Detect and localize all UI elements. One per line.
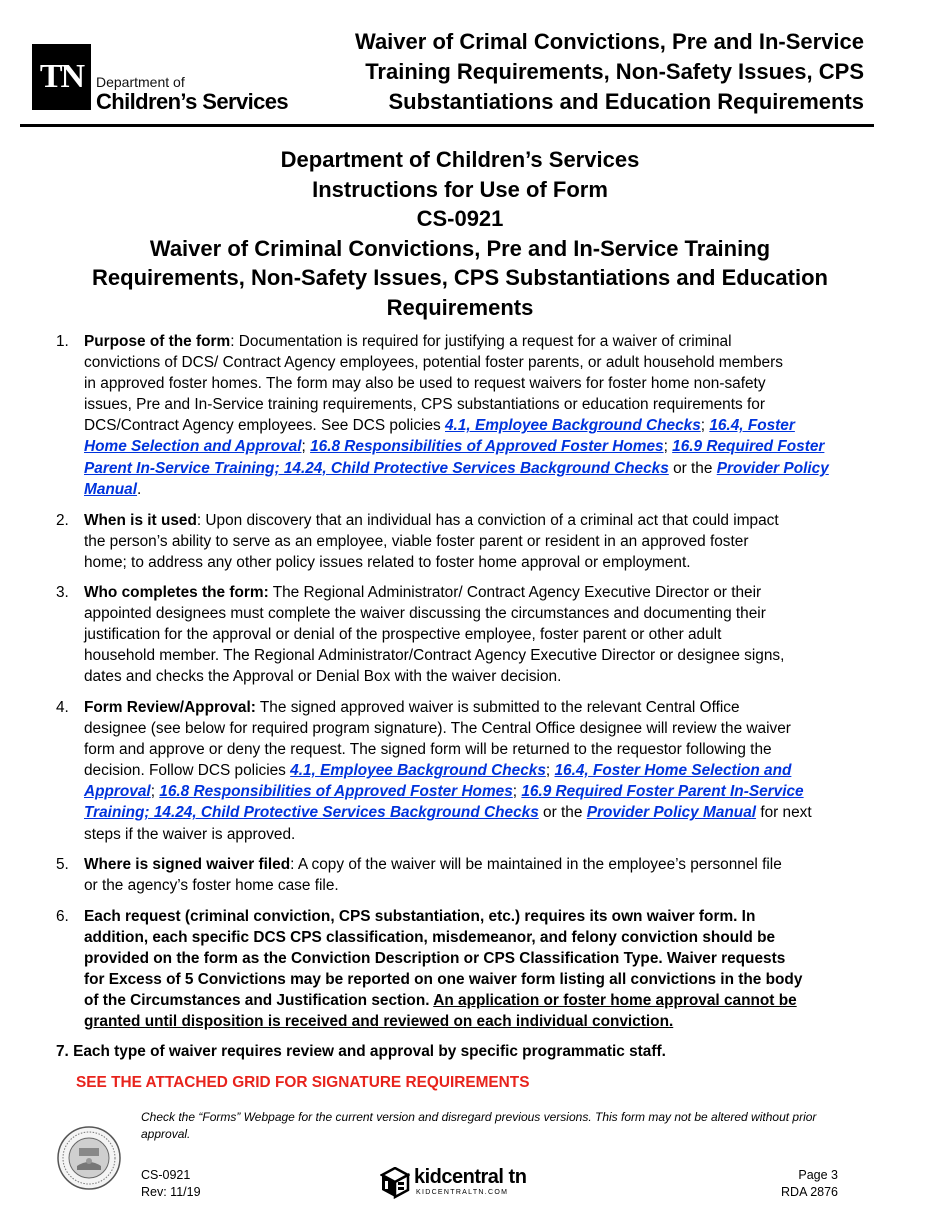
title-instructions: Instructions for Use of Form: [312, 176, 608, 202]
item-text: appointed designees must complete the waiver discussing the circumstances and documenting their: [84, 605, 766, 623]
item-text: household member. The Regional Administrator/Contract Agency Executive Director or designee signs,: [84, 647, 785, 665]
item-text: provided on the form as the Conviction Description or CPS Classification Type. Waiver requests: [84, 950, 786, 968]
header-title-line: Waiver of Crimal Convictions, Pre and In-Service: [355, 29, 864, 54]
policy-link-16-9-14-24[interactable]: Training; 14.24, Child Protective Services Background Checks: [84, 804, 539, 822]
item-text: of the Circumstances and Justification section.: [84, 992, 434, 1010]
item-text: Each request (criminal conviction, CPS substantiation, etc.) requires its own waiver form. In: [84, 908, 756, 925]
logo-department-of: Department of: [96, 74, 185, 90]
kidcentral-wordmark: kidcentral tn: [414, 1166, 527, 1188]
instruction-item-purpose: 1. Purpose of the form: Documentation is required for justifying a request for a waiver of criminal convictions of DCS/ Contract Agency employees, potential foster parents, or adult household members in approved foster homes. The form may also be used to request waivers for foster home non-safety issues, Pre and In-Service training requirements, CPS substantiations or education requirements for DCS/Contract Agency employees. See DCS policies 4.1, Employee Background Checks; 16.4, Foster Home Selection and Approval; 16.8 Responsibilities of Approved Foster Homes; 16.9 Required Foster Parent In-Service Training; 14.24, Child Protective Services Background Checks or the Provider Policy Manual.: [56, 331, 846, 500]
title-waiver-line: Waiver of Criminal Convictions, Pre and In-Service Training: [149, 235, 771, 261]
item-text: designee (see below for required program signature). The Central Office designee will review the waiver: [84, 720, 791, 738]
item-text: : A copy of the waiver will be maintained in the employee’s personnel file: [290, 856, 782, 873]
item-text: or the: [538, 804, 587, 822]
tennessee-state-seal: [57, 1126, 121, 1190]
title-form-number: CS-0921: [416, 206, 504, 232]
provider-policy-manual-link[interactable]: Provider Policy Manual: [586, 804, 757, 822]
form-code-block: [141, 1167, 201, 1201]
footer-notice: Check the “Forms” Webpage for the current version and disregard previous versions. This form may not be altered without prior approval.: [141, 1110, 817, 1141]
policy-link-16-9[interactable]: 16.9 Required Foster Parent In-Service: [521, 783, 804, 801]
item-number: 1.: [56, 333, 69, 350]
instruction-item-who-completes: [56, 582, 846, 687]
signature-grid-note: SEE THE ATTACHED GRID FOR SIGNATURE REQUIREMENTS: [76, 1074, 530, 1091]
provider-policy-manual-link[interactable]: Provider Policy: [716, 459, 829, 477]
page-number: Page 3: [798, 1168, 838, 1182]
item-number: 4.: [56, 699, 69, 716]
item-label: Form Review/Approval:: [84, 699, 256, 716]
policy-link-16-4[interactable]: 16.4, Foster Home Selection and: [554, 762, 792, 780]
item-label: When is it used: [84, 512, 197, 529]
logo-childrens-services: Children’s Services: [96, 89, 288, 114]
item-text: home; to address any other policy issues related to foster home approval or employment.: [84, 554, 691, 572]
instruction-item-review-approval: 7. Each type of waiver requires review and approval by specific programmatic staff.: [56, 1043, 666, 1060]
item-text: dates and checks the Approval or Denial Box with the waiver decision.: [84, 668, 562, 686]
item-text: issues, Pre and In-Service training requirements, CPS substantiations or education requirements for: [84, 396, 765, 414]
item-text-underlined: An application or foster home approval cannot be: [433, 992, 797, 1010]
policy-link-16-4[interactable]: Home Selection and Approval: [84, 438, 302, 456]
item-text: for next: [756, 804, 812, 822]
page-info-block: [781, 1167, 838, 1201]
item-text: form and approve or deny the request. The signed form will be returned to the requestor following the: [84, 741, 772, 759]
item-label: Where is signed waiver filed: [84, 856, 291, 873]
instruction-item-form-review: 4. Form Review/Approval: The signed approved waiver is submitted to the relevant Central Office designee (see below for required program signature). The Central Office designee will review the waiver form and approve or deny the request. The signed form will be returned to the requestor following the decision. Follow DCS policies 4.1, Employee Background Checks; 16.4, Foster Home Selection and Approval; 16.8 Responsibilities of Approved Foster Homes; 16.9 Required Foster Parent In-Service Training; 14.24, Child Protective Services Background Checks or the Provider Policy Manual for next steps if the waiver is approved.: [56, 697, 846, 845]
item-text: DCS/Contract Agency employees. See DCS policies: [84, 417, 445, 435]
dcs-logo: [32, 44, 302, 114]
item-number: 2.: [56, 512, 69, 529]
policy-link-4-1[interactable]: 4.1, Employee Background Checks: [290, 762, 546, 780]
policy-link-16-8[interactable]: 16.8 Responsibilities of Approved Foster Homes: [159, 783, 513, 801]
item-number: 3.: [56, 584, 69, 601]
rda-number: RDA 2876: [781, 1185, 838, 1199]
policy-link-4-1[interactable]: 4.1, Employee Background Checks: [445, 417, 701, 435]
policy-link-16-9-14-24[interactable]: Parent In-Service Training; 14.24, Child Protective Services Background Checks: [84, 459, 669, 477]
item-text: justification for the approval or denial of the prospective employee, foster parent or other adult: [84, 626, 722, 644]
item-label: Who completes the form:: [84, 584, 269, 601]
kidcentral-logo: [380, 1166, 527, 1200]
document-titles: [30, 145, 890, 323]
title-waiver-line: Requirements: [386, 294, 534, 320]
title-department: Department of Children’s Services: [280, 147, 640, 172]
item-text: convictions of DCS/ Contract Agency employees, potential foster parents, or adult household members: [84, 354, 783, 372]
item-text: addition, each specific DCS CPS classification, misdemeanor, and felony conviction should be: [84, 929, 776, 947]
instruction-item-each-request: [56, 906, 846, 1033]
title-waiver-line: Requirements, Non-Safety Issues, CPS Substantiations and Education: [92, 265, 828, 291]
item-text-underlined: granted until disposition is received and reviewed on each individual conviction.: [84, 1013, 674, 1031]
header-title-line: Substantiations and Education Requirements: [388, 89, 864, 114]
header-title: [304, 27, 864, 117]
policy-link-16-9[interactable]: 16.9 Required Foster: [672, 438, 825, 456]
kidcentral-cube-icon: [380, 1167, 410, 1199]
item-text: the person’s ability to serve as an employee, viable foster parent or resident in an approved foster: [84, 533, 749, 551]
header-title-line: Training Requirements, Non-Safety Issues, CPS: [365, 59, 864, 84]
item-text: or the: [668, 459, 717, 477]
item-text: : Upon discovery that an individual has a conviction of a criminal act that could impact: [196, 512, 779, 529]
item-label: Purpose of the form: [84, 333, 231, 350]
policy-link-16-4[interactable]: Approval: [84, 783, 151, 801]
kidcentral-url: KIDCENTRALTN.COM: [416, 1189, 509, 1196]
policy-link-16-8[interactable]: 16.8 Responsibilities of Approved Foster Homes: [310, 438, 664, 456]
policy-link-16-4[interactable]: 16.4, Foster: [709, 417, 795, 435]
item-text: : Documentation is required for justifying a request for a waiver of criminal: [230, 333, 732, 350]
item-text: for Excess of 5 Convictions may be reported on one waiver form listing all convictions in the body: [84, 971, 803, 989]
provider-policy-manual-link[interactable]: Manual: [84, 480, 138, 498]
form-revision: Rev: 11/19: [141, 1185, 201, 1199]
item-text: steps if the waiver is approved.: [84, 825, 296, 843]
item-number: 5.: [56, 856, 69, 873]
instruction-item-when-used: [56, 510, 846, 573]
item-text: The signed approved waiver is submitted to the relevant Central Office: [255, 699, 740, 716]
tn-logo-box: TN: [32, 44, 91, 110]
item-text: decision. Follow DCS policies: [84, 762, 291, 780]
item-text: in approved foster homes. The form may also be used to request waivers for foster home non-safety: [84, 375, 766, 393]
item-text: or the agency’s foster home case file.: [84, 877, 339, 895]
item-text: The Regional Administrator/ Contract Agency Executive Director or their: [268, 584, 762, 601]
header-divider: [20, 124, 874, 127]
form-code: CS-0921: [141, 1168, 191, 1182]
instruction-item-where-filed: [56, 854, 846, 896]
item-number: 6.: [56, 908, 69, 925]
